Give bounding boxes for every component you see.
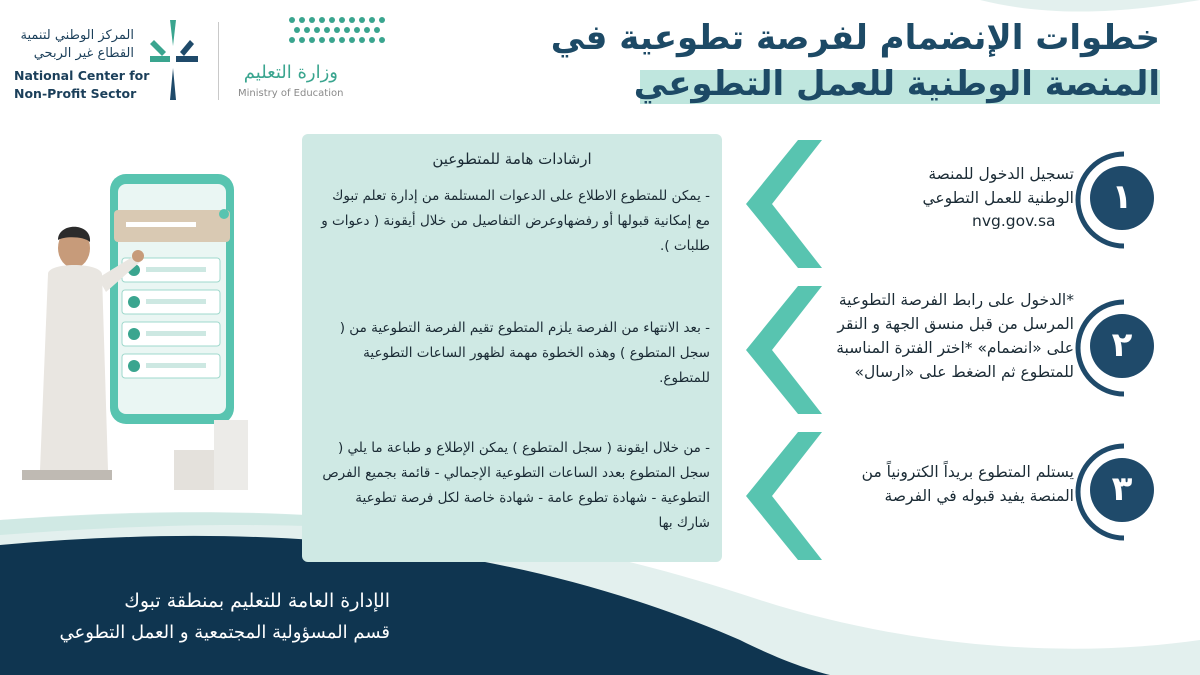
guideline-item: - من خلال ايقونة ( سجل المتطوع ) يمكن الإطلاع و طباعة ما يلي ( سجل المتطوع بعدد الساعات التطوعية الإجمالي - قائمة بجميع الفرص التطوعية - شهادة تطوع عامة - شهادة خاصة لكل فرصة تطوعية شارك بها	[322, 440, 710, 531]
volunteer-phone-illustration	[14, 170, 254, 500]
guideline-item: - يمكن للمتطوع الاطلاع على الدعوات المستلمة من إدارة تعلم تبوك مع إمكانية قبولها أو رفضهاوعرض التفاصيل من خلال أيقونة ( دعوات و طلبات ).	[321, 188, 710, 254]
step-3-number: ٣	[1090, 458, 1154, 522]
ncnp-english-name-line1: National Center for	[14, 68, 150, 83]
ncnp-english-name-line2: Non-Profit Sector	[14, 86, 137, 101]
ncnp-mark-icon	[140, 16, 204, 104]
step-1-number: ١	[1090, 166, 1154, 230]
footer-department: الإدارة العامة للتعليم بمنطقة تبوك	[124, 590, 390, 612]
guidelines-title: ارشادات هامة للمتطوعين	[432, 150, 592, 168]
chevron-left-icon	[746, 140, 822, 268]
step-chevrons	[738, 136, 822, 560]
chevron-left-icon	[746, 432, 822, 560]
ncnp-arabic-name-line1: المركز الوطني لتنمية	[20, 28, 134, 43]
page-title-line1: خطوات الإنضمام لفرصة تطوعية في	[550, 18, 1160, 58]
moe-arabic-name: وزارة التعليم	[243, 62, 338, 83]
step-3-text: يستلم المتطوع بريداً الكترونياً من المنصة يفيد قبوله في الفرصة	[861, 463, 1074, 505]
moe-dots-icon	[286, 14, 398, 54]
guideline-item: - بعد الانتهاء من الفرصة يلزم المتطوع تقيم الفرصة التطوعية من ( سجل المتطوع ) وهذه الخطوة مهمة لظهور الساعات التطوعية للمتطوع.	[339, 320, 710, 386]
page-title-line2: المنصة الوطنية للعمل التطوعي	[633, 64, 1160, 104]
step-2-text: *الدخول على رابط الفرصة التطوعية المرسل من قبل منسق الجهة و النقر على «انضمام» *اختر الفترة المناسبة للمتطوع ثم الضغط على «ارسال»	[836, 291, 1074, 381]
step-2-number: ٢	[1090, 314, 1154, 378]
chevron-left-icon	[746, 286, 822, 414]
step-1-text: تسجيل الدخول للمنصة الوطنية للعمل التطوعي	[922, 165, 1074, 207]
moe-english-name: Ministry of Education	[238, 88, 344, 99]
ncnp-arabic-name-line2: القطاع غير الربحي	[33, 46, 134, 61]
footer-section: قسم المسؤولية المجتمعية و العمل التطوعي	[59, 622, 390, 643]
logo-divider	[218, 22, 219, 100]
step-1-url: nvg.gov.sa	[972, 212, 1056, 230]
